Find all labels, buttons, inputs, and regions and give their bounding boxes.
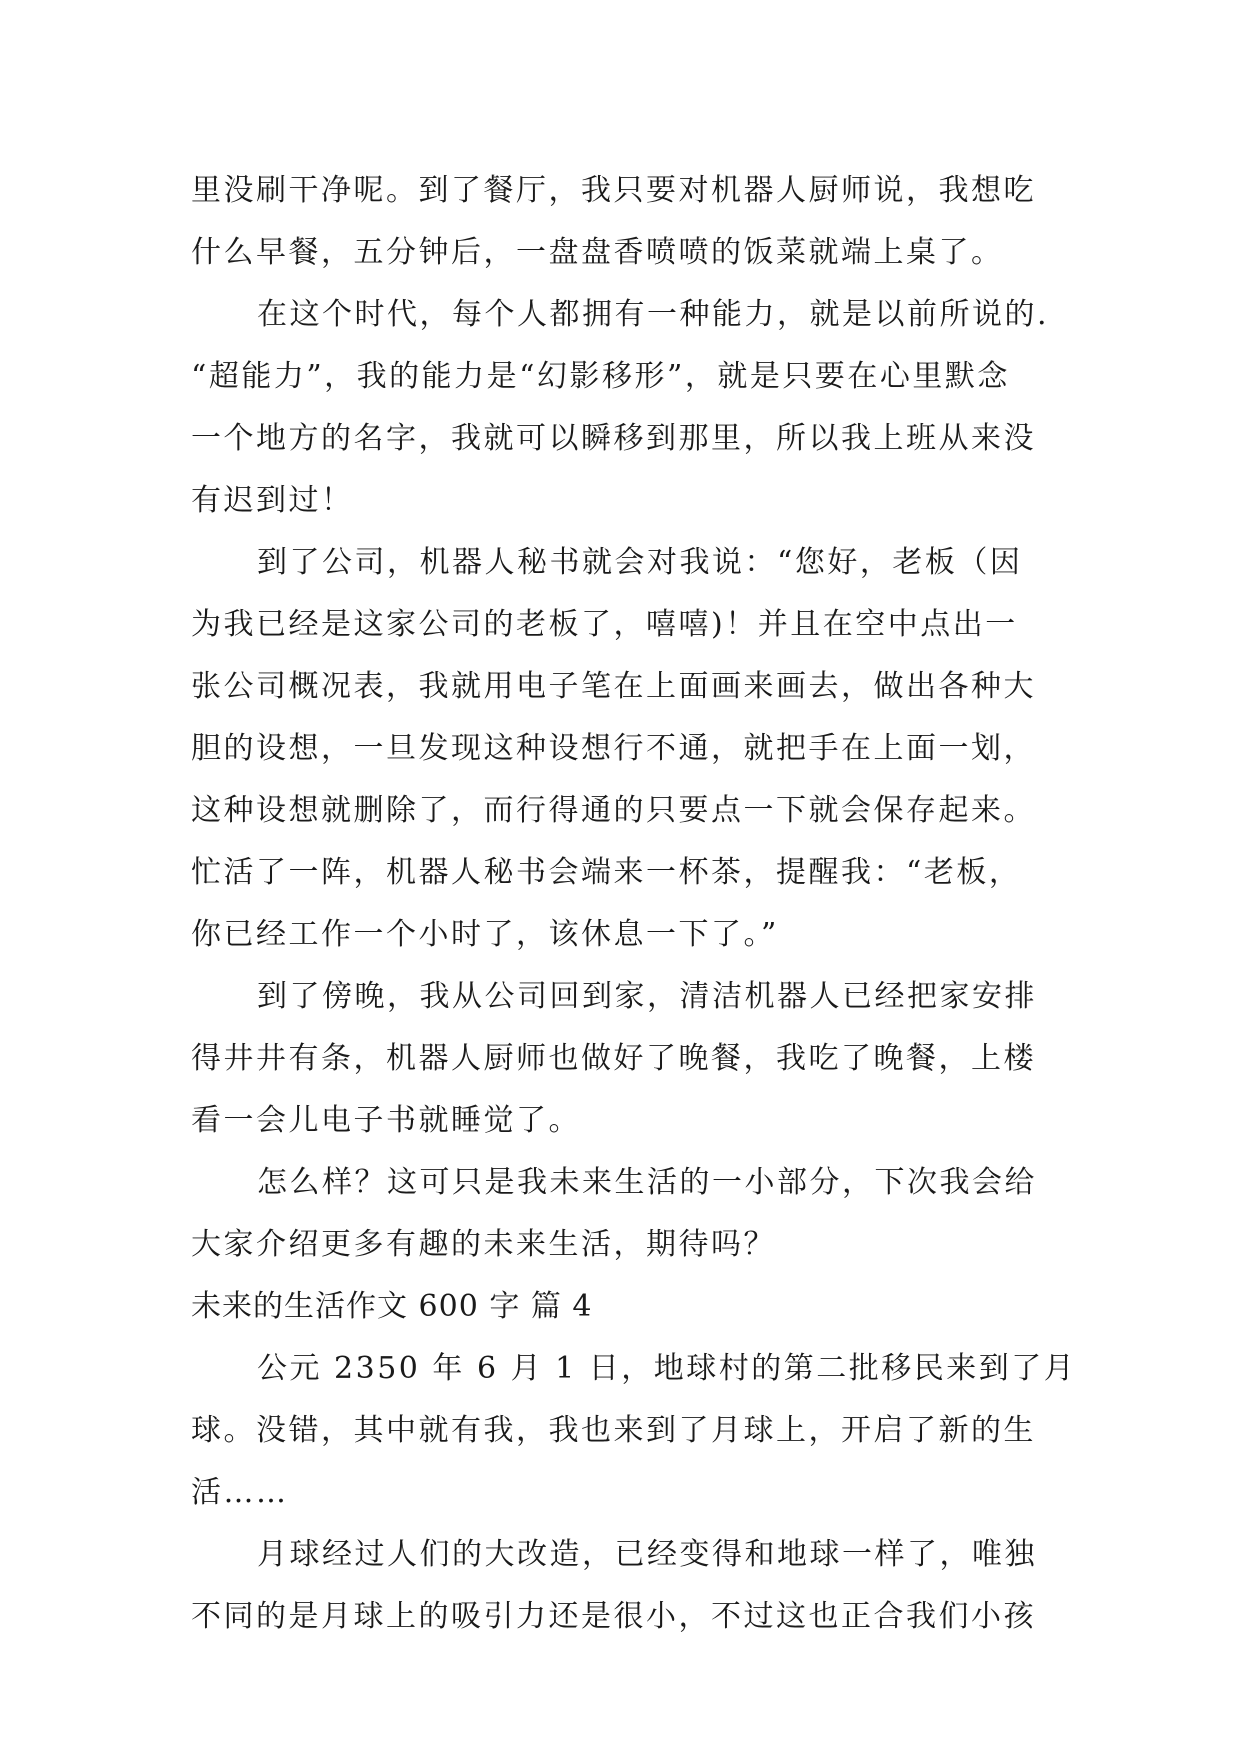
text-line: 胆的设想，一旦发现这种设想行不通，就把手在上面一划，: [191, 731, 1036, 766]
text-line: 活……: [191, 1475, 289, 1510]
text-line: 里没刷干净呢。到了餐厅，我只要对机器人厨师说，我想吃: [191, 173, 1036, 208]
text-line: 这种设想就删除了，而行得通的只要点一下就会保存起来。: [191, 793, 1036, 828]
text-line: 忙活了一阵，机器人秘书会端来一杯茶，提醒我：“老板，: [191, 855, 1022, 890]
document-body: [191, 160, 1077, 1648]
text-line: 有迟到过！: [191, 483, 354, 518]
text-line: 什么早餐，五分钟后，一盘盘香喷喷的饭菜就端上桌了。: [191, 235, 1004, 270]
text-line: 看一会儿电子书就睡觉了。: [191, 1103, 581, 1138]
text-line: 球。没错，其中就有我，我也来到了月球上，开启了新的生: [191, 1413, 1036, 1448]
text-line: 月球经过人们的大改造，已经变得和地球一样了，唯独: [257, 1537, 1037, 1572]
text-line: 得井井有条，机器人厨师也做好了晚餐，我吃了晚餐，上楼: [191, 1041, 1036, 1076]
text-line: 到了傍晚，我从公司回到家，清洁机器人已经把家安排: [257, 979, 1037, 1014]
text-line: “超能力”，我的能力是“幻影移形”，就是只要在心里默念: [191, 359, 1010, 394]
text-line: 为我已经是这家公司的老板了，嘻嘻)！并且在空中点出一: [191, 607, 1018, 642]
section-heading: 未来的生活作文 600 字 篇 4: [191, 1289, 593, 1324]
text-line: 你已经工作一个小时了，该休息一下了。”: [191, 917, 779, 952]
text-line: 怎么样？这可只是我未来生活的一小部分，下次我会给: [257, 1165, 1037, 1200]
text-line: 一个地方的名字，我就可以瞬移到那里，所以我上班从来没: [191, 421, 1036, 456]
text-line: 到了公司，机器人秘书就会对我说：“您好，老板（因: [257, 545, 1023, 580]
text-line: 公元 2350 年 6 月 1 日，地球村的第二批移民来到了月: [257, 1351, 1077, 1386]
text-line: 不同的是月球上的吸引力还是很小，不过这也正合我们小孩: [191, 1599, 1036, 1634]
text-line: 大家介绍更多有趣的未来生活，期待吗？: [191, 1227, 776, 1262]
text-line: 张公司概况表，我就用电子笔在上面画来画去，做出各种大: [191, 669, 1036, 704]
text-line: 在这个时代，每个人都拥有一种能力，就是以前所说的.: [257, 297, 1050, 332]
